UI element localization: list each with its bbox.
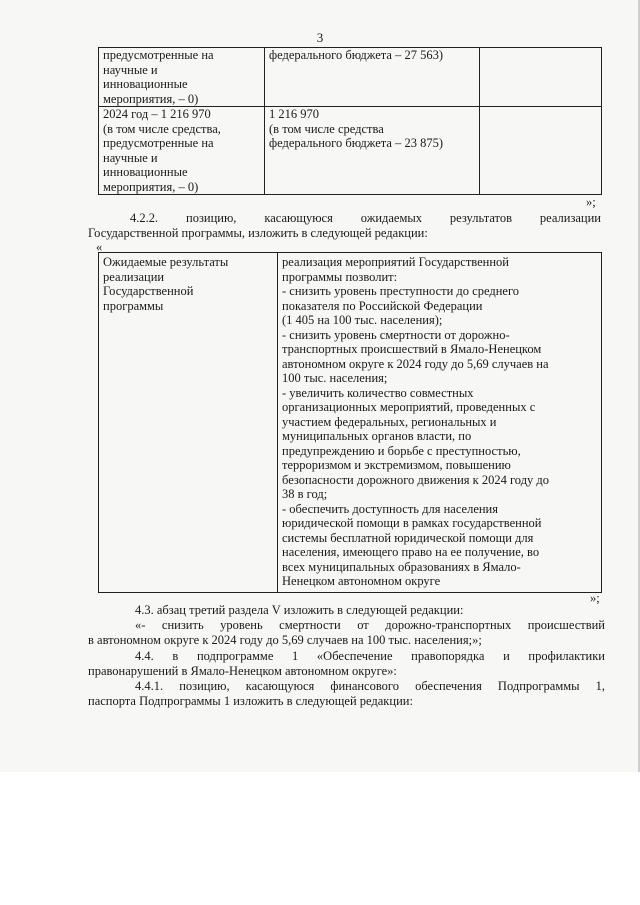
cell-text-line: программы [103,298,164,313]
results-label-cell [99,253,278,593]
funding-table [98,47,602,195]
paragraph-4-3-quote-line1: «- снизить уровень смертности от дорожно-транспортных происшествий [135,618,605,632]
paragraph-4-4-1-line1: 4.4.1. позицию, касающуюся финансового обеспечения Подпрограммы 1, [135,679,605,693]
cell-text-line: 2024 год – 1 216 970 [103,107,211,121]
cell-text-line: реализация мероприятий Государственной [282,255,509,269]
table-row [99,253,602,593]
blank-area [0,772,640,905]
cell-text-line: 38 в год; [282,487,328,501]
table-cell [99,107,265,195]
cell-text-line: безопасности дорожного движения к 2024 году до [282,472,550,487]
table-cell [265,48,480,107]
table-row [99,48,602,107]
closing-quote: »; [586,195,596,209]
cell-text-line: федерального бюджета – 23 875) [269,136,444,150]
paragraph-4-3: 4.3. абзац третий раздела V изложить в следующей редакции: [135,603,464,617]
cell-text-line: предусмотренные на [103,136,214,150]
cell-text-line: федерального бюджета – 27 563) [269,48,444,62]
paragraph-4-4-1-line2: паспорта Подпрограммы 1 изложить в следующей редакции: [88,694,413,708]
cell-text-line: юридической помощи в рамках государственной [282,516,542,530]
cell-text-line: - увеличить количество совместных [282,385,474,400]
cell-text-line: (в том числе средства [269,121,384,136]
paragraph-4-2-2-line1: 4.2.2. позицию, касающуюся ожидаемых результатов реализации [130,211,601,225]
cell-text-line: предусмотренные на [103,48,214,62]
cell-text-line: мероприятия, – 0) [103,179,199,194]
cell-text-line: (1 405 на 100 тыс. населения); [282,313,443,327]
paragraph-4-2-2-line2: Государственной программы, изложить в следующей редакции: [88,226,428,240]
opening-quote: « [96,240,103,254]
cell-text-line: - снизить уровень преступности до среднего [282,284,520,298]
paragraph-4-4-line1: 4.4. в подпрограмме 1 «Обеспечение правопорядка и профилактики [135,649,605,663]
cell-text-line: населения, имеющего право на ее получение, во [282,545,540,559]
cell-text-line: терроризмом и экстремизмом, повышению [282,458,511,472]
cell-text-line: организационных мероприятий, проведенных с [282,400,536,414]
table-cell [480,107,602,195]
table-cell [480,48,602,107]
table-cell [265,107,480,195]
cell-text-line: муниципальных органов власти, по [282,429,472,443]
results-table [98,252,602,593]
cell-text-line: инновационные [103,165,188,179]
paragraph-4-4-line2: правонарушений в Ямало-Ненецком автономном округе»: [88,664,397,678]
closing-quote: »; [590,591,600,605]
results-content-cell [278,253,602,593]
cell-text-line: научные и [103,150,158,165]
cell-text-line: мероприятия, – 0) [103,91,199,106]
cell-text-line: Ожидаемые результаты [103,255,229,269]
cell-text-line: инновационные [103,77,188,91]
cell-text-line: - обеспечить доступность для населения [282,501,498,516]
cell-text-line: реализации [103,269,165,284]
cell-text-line: Государственной [103,284,194,298]
table-row [99,107,602,195]
cell-text-line: показателя по Российской Федерации [282,298,483,313]
page-number: 3 [316,30,324,45]
cell-text-line: (в том числе средства, [103,121,221,136]
table-cell [99,48,265,107]
cell-text-line: научные и [103,62,158,77]
cell-text-line: участием федеральных, региональных и [282,414,497,429]
cell-text-line: всех муниципальных образованиях в Ямало- [282,559,521,574]
cell-text-line: 100 тыс. населения; [282,371,388,385]
cell-text-line: 1 216 970 [269,107,319,121]
cell-text-line: транспортных происшествий в Ямало-Ненецком [282,342,542,356]
cell-text-line: программы позволит: [282,269,398,284]
cell-text-line: Ненецком автономном округе [282,574,441,588]
cell-text-line: предупреждению и борьбе с преступностью, [282,443,521,458]
paragraph-4-3-quote-line2: в автономном округе к 2024 году до 5,69 случаев на 100 тыс. населения;»; [88,633,482,647]
cell-text-line: - снизить уровень смертности от дорожно- [282,327,510,342]
cell-text-line: автономном округе к 2024 году до 5,69 случаев на [282,356,549,371]
cell-text-line: системы бесплатной юридической помощи для [282,530,534,545]
